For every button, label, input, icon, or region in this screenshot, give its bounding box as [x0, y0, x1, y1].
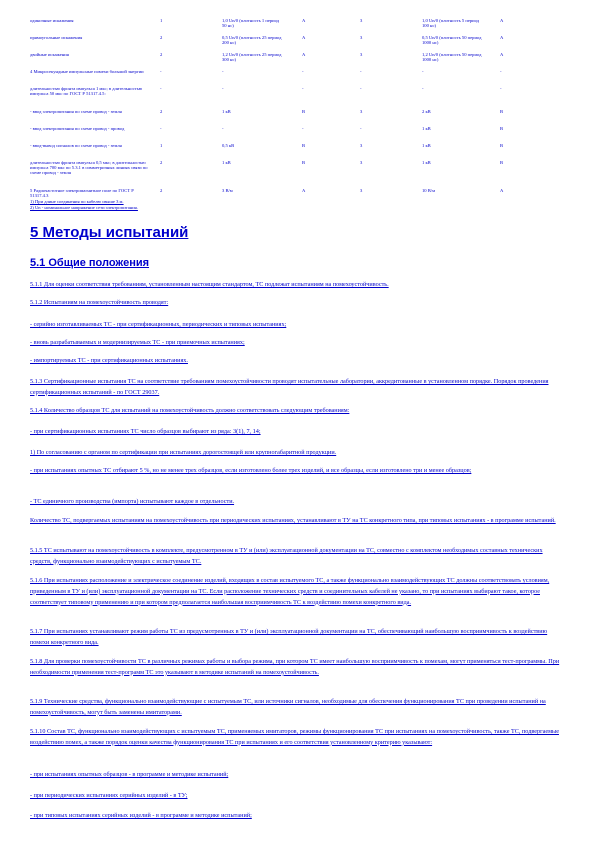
table-row: [30, 188, 570, 199]
paragraph: 5.1.5 ТС испытывают на помехоустойчивость в комплекте, предусмотренном в ТУ и (или) эксплуатационной документации на ТС, совместно с комплектом необходимых составных технических средств, функционально взаимодействующих с испытуемым ТС.: [30, 547, 543, 565]
table-cell: B: [302, 109, 306, 114]
table-cell: 3 В/м: [222, 188, 233, 193]
table-cell: 1,2 Un/0 (плотность 25 период 300 нс): [222, 52, 282, 63]
table-cell: 1 кВ: [222, 109, 231, 114]
table-note: 2) Un - номинальное напряжение сети электропитания.: [30, 205, 138, 210]
table-cell: B: [500, 126, 504, 131]
table-cell: 1,0 Un/0 (плотность 1 период 50 нс): [222, 18, 280, 29]
paragraph: Количество ТС, подвергаемых испытаниям на помехоустойчивость при периодических испытаниях, устанавливают в ТУ на ТС конкретного типа, при типовых испытаниях - в программе испытаний.: [30, 517, 556, 524]
table-cell: B: [500, 109, 504, 114]
table-cell: 2: [160, 52, 163, 57]
table-cell: 0,5 кВ: [222, 143, 235, 148]
table-cell: -: [422, 86, 424, 91]
paragraph: 5.1.8 Для проверки помехоустойчивости ТС в различных режимах работы и выбора режима, при котором ТС имеет наибольшую восприимчивость к помехам, могут применяться тест-программы. При необходимости применения тест-программ ТС это указывают в методике испытаний на помехоустойчивость.: [30, 658, 560, 676]
paragraph: 5.1.3 Сертификационные испытания ТС на соответствие требованиям помехоустойчивости проводят испытательные лаборатории, аккредитованные в установленном порядке. Порядок проведения сертификационных испытаний - по ГОСТ 29037.: [30, 378, 549, 396]
table-cell: длительностью фронта импульса 1 мкс; в длительностью импульса 50 мкс по ГОСТ Р 51317.4.5:: [30, 86, 143, 97]
table-cell: 1 кВ: [422, 126, 431, 131]
table-cell: 4 Микросекундные импульсные помехи большой энергии: [30, 69, 144, 74]
table-cell: 3: [360, 18, 363, 23]
paragraph: 5.1.4 Количество образцов ТС для испытаний на помехоустойчивость должно соответствовать следующим требованиям:: [30, 407, 350, 414]
paragraph: 1) По согласованию с органом по сертификации при испытаниях дорогостоящей или крупногабаритной продукции.: [30, 449, 337, 456]
paragraph: 5.1.7 При испытаниях устанавливают режим работы ТС из предусмотренных в ТУ и (или) эксплуатационной документации на ТС, обеспечивающий наибольшую восприимчивость к воздействию помехи конкретного вида.: [30, 628, 548, 646]
table-cell: прямоугольные искажения: [30, 35, 83, 40]
paragraph: 5.1.6 При испытаниях расположение и электрическое соединение изделий, входящих в состав испытуемого ТС, а также функционально взаимодействующих ТС должны соответствовать условиям, приведенным в ТУ и (или) эксплуатационной документации на ТС. Если расположение технических средств и соединительных кабелей не указано, то при испытаниях выбирают такое, которое соответствует типовому применению и при котором предполагается наибольшая восприимчивость ТС к воздействию помехи конкретного вида.: [30, 577, 550, 606]
table-cell: 1 кВ: [422, 143, 431, 148]
requirements-table: [30, 18, 570, 211]
table-cell: B: [302, 143, 306, 148]
table-cell: 2: [160, 35, 163, 40]
paragraph: - серийно изготавливаемых ТС - при сертификационных, периодических и типовых испытаниях;: [30, 321, 287, 328]
table-row: [30, 18, 570, 29]
table-cell: 2: [160, 160, 163, 165]
paragraph: - вновь разрабатываемых и модернизируемых ТС - при приемочных испытаниях;: [30, 339, 245, 346]
table-cell: -: [160, 69, 162, 74]
table-cell: B: [500, 143, 504, 148]
table-cell: 1 кВ: [222, 160, 231, 165]
table-cell: - ввод электропитания по схеме провод - земля: [30, 109, 122, 114]
table-cell: A: [500, 188, 504, 193]
table-cell: -: [422, 69, 424, 74]
table-cell: 2 кВ: [422, 109, 431, 114]
table-cell: - ввод-вывод сигналов по схеме провод - земля: [30, 143, 122, 148]
paragraph: - при сертификационных испытаниях ТС число образцов выбирают из ряда: 3(1), 7, 14;: [30, 428, 261, 435]
table-cell: -: [160, 86, 162, 91]
table-cell: -: [222, 126, 224, 131]
table-cell: -: [360, 86, 362, 91]
table-cell: 1,2 Un/0 (плотность 50 период 1000 нс): [422, 52, 482, 63]
table-row: [30, 109, 570, 120]
paragraph: 5.1.1 Для оценки соответствия требованиям, установленным настоящим стандартом, ТС подлежат испытаниям на помехоустойчивость.: [30, 281, 389, 288]
paragraph: 5.1.2 Испытаниям на помехоустойчивость проводят:: [30, 299, 169, 306]
table-row: [30, 35, 570, 52]
table-cell: длительностью фронта импульса 0,5 мкс; в длительностью импульса 700 мкс по 5.3.1 в симметричных линиях связи по схеме провод - земля: [30, 160, 148, 176]
paragraph: 5.1.10 Состав ТС, функционально взаимодействующих с испытуемым ТС, применяемых имитаторов, режимы функционирования ТС при испытаниях на помехоустойчивость, также ТС, подвергаемые воздействию помех, а также порядок оценки качества функционирования ТС при испытаниях и его соответствия установленному критерию указывают:: [30, 728, 559, 746]
table-cell: A: [302, 188, 306, 193]
paragraph: - импортируемых ТС - при сертификационных испытаниях.: [30, 357, 188, 364]
table-cell: -: [360, 126, 362, 131]
table-cell: A: [302, 35, 306, 40]
table-cell: 2: [160, 109, 163, 114]
table-row: [30, 126, 570, 137]
table-cell: -: [222, 86, 224, 91]
table-cell: A: [500, 52, 504, 57]
table-cell: A: [500, 35, 504, 40]
table-cell: - ввод электропитания по схеме провод - провод: [30, 126, 125, 131]
table-cell: одиночные искажения: [30, 18, 74, 23]
table-row: [30, 69, 570, 80]
paragraph: - ТС единичного производства (импорта) испытывают каждое в отдельности.: [30, 498, 235, 505]
table-cell: -: [360, 69, 362, 74]
table-cell: -: [302, 69, 304, 74]
table-cell: 1: [160, 143, 163, 148]
table-cell: 3: [360, 188, 363, 193]
table-cell: 1,0 Un/0 (плотность 5 период 100 нс): [422, 18, 480, 29]
table-cell: 3: [360, 35, 363, 40]
table-cell: -: [500, 69, 502, 74]
table-cell: 5 Радиочастотное электромагнитное поле по ГОСТ Р 51317.4.3: [30, 188, 134, 199]
table-cell: -: [222, 69, 224, 74]
paragraph: 5.1.9 Технические средства, функционально взаимодействующие с испытуемым ТС, или источники сигналов, необходимые для обеспечения функционирования ТС при проведении испытаний на помехоустойчивость, могут быть заменены имитаторами.: [30, 698, 546, 716]
table-row: [30, 52, 570, 63]
table-cell: 3: [360, 109, 363, 114]
table-row: [30, 160, 570, 182]
table-cell: 3: [360, 143, 363, 148]
table-cell: -: [302, 86, 304, 91]
table-cell: A: [500, 18, 504, 23]
paragraph: - при периодических испытаниях серийных изделий - в ТУ;: [30, 792, 188, 799]
table-cell: 0,5 Un/0 (плотность 25 период 200 нс): [222, 35, 282, 46]
table-cell: двойные искажения: [30, 52, 69, 57]
paragraph: - при типовых испытаниях серийных изделий - в программе и методике испытаний;: [30, 812, 252, 819]
table-cell: 10 В/м: [422, 188, 435, 193]
table-row: [30, 143, 570, 154]
table-cell: -: [500, 86, 502, 91]
table-note: 1) При длине соединения по кабелю свыше 3 м.: [30, 199, 124, 204]
paragraph: - при испытаниях опытных образцов - в программе и методике испытаний;: [30, 771, 229, 778]
table-cell: 0,5 Un/0 (плотность 50 период 1000 нс): [422, 35, 482, 46]
paragraph: - при испытаниях опытных ТС отбирают 5 %, но не менее трех образцов, если изготовлено более трех изделий, и все образцы, если изготовлено три и менее образцов;: [30, 467, 472, 474]
table-cell: 3: [360, 160, 363, 165]
table-cell: 1 кВ: [422, 160, 431, 165]
table-row: [30, 86, 570, 103]
subsection-title: 5.1 Общие положения: [30, 257, 150, 269]
table-cell: 3: [360, 52, 363, 57]
table-cell: 1: [160, 18, 163, 23]
table-cell: B: [302, 160, 306, 165]
table-cell: -: [160, 126, 162, 131]
table-cell: B: [500, 160, 504, 165]
table-cell: 2: [160, 188, 163, 193]
table-cell: A: [302, 52, 306, 57]
section-title: 5 Методы испытаний: [30, 224, 189, 241]
table-cell: A: [302, 18, 306, 23]
table-cell: -: [302, 126, 304, 131]
